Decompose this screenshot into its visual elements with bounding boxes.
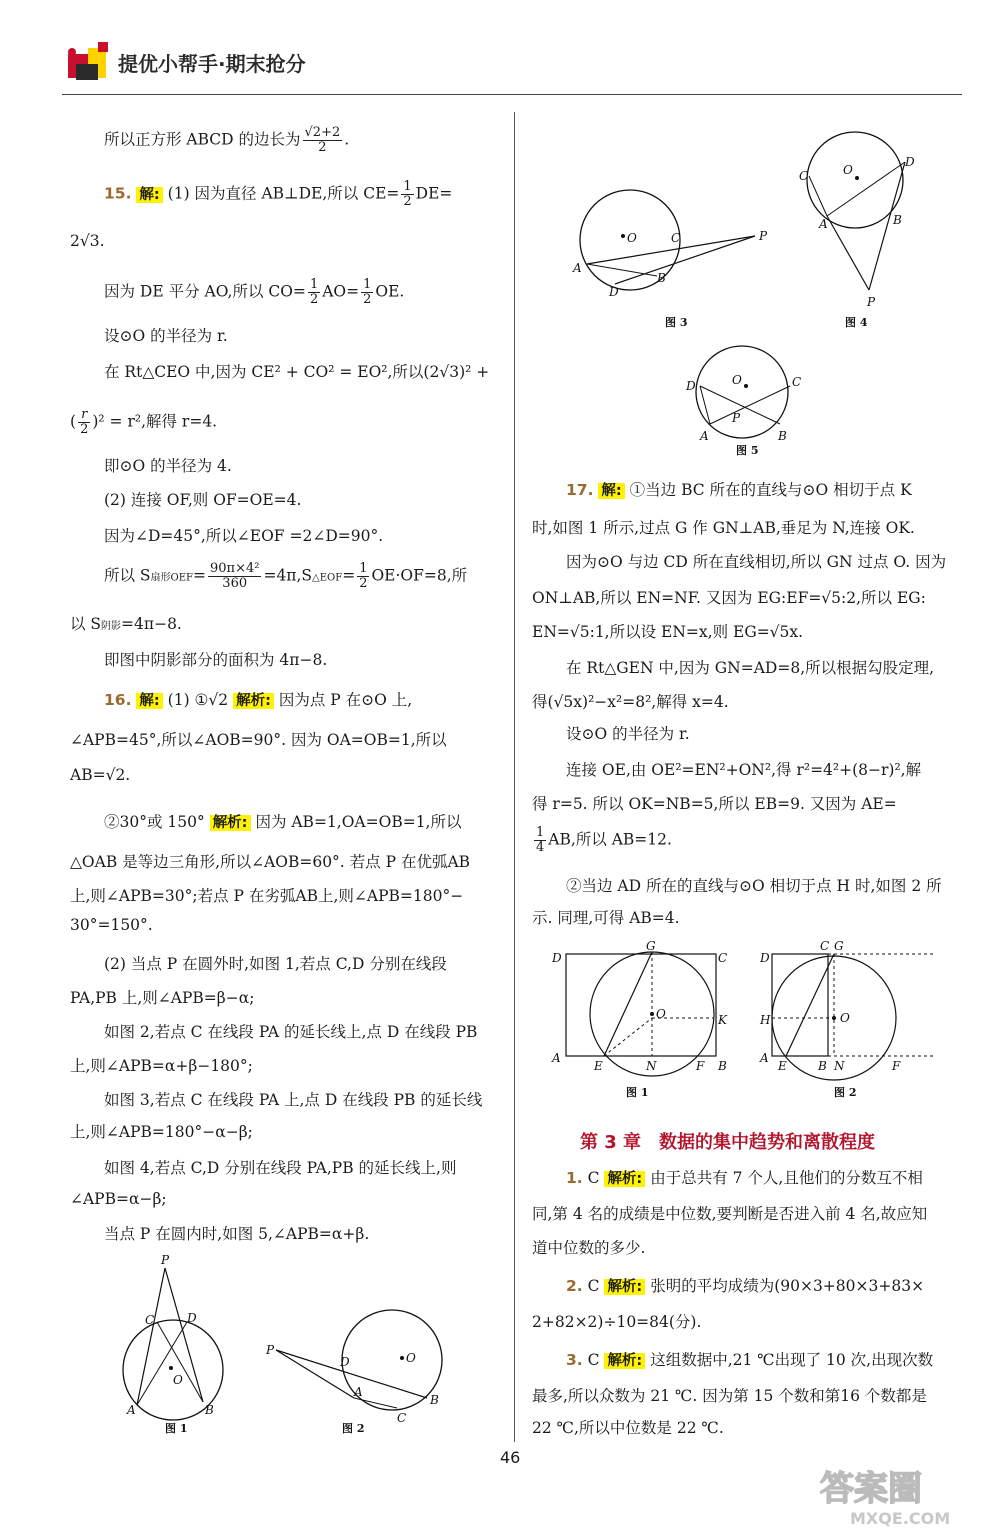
svg-text:C: C: [718, 951, 728, 965]
c3-line: 3. C 解析: 这组数据中,21 ℃出现了 10 次,出现次数: [566, 1351, 934, 1369]
text-line: 在 Rt△GEN 中,因为 GN=AD=8,所以根据勾股定理,: [566, 659, 935, 677]
text-line: 因为∠D=45°,所以∠EOF =2∠D=90°.: [104, 527, 384, 545]
svg-text:P: P: [266, 1343, 275, 1357]
svg-text:N: N: [646, 1059, 657, 1073]
text-line: 上,则∠APB=180°−α−β;: [70, 1123, 253, 1141]
svg-text:A: A: [552, 1051, 561, 1065]
analysis-tag: 解析:: [604, 1171, 645, 1187]
svg-text:H: H: [760, 1013, 771, 1027]
figure-5: [680, 340, 810, 460]
text-line: 以 S阴影=4π−8.: [70, 615, 182, 633]
text-line: 上,则∠APB=α+β−180°;: [70, 1057, 253, 1075]
svg-text:图 1: 图 1: [165, 1422, 188, 1435]
text-line: 最多,所以众数为 21 ℃. 因为第 15 个数和第16 个数都是: [532, 1387, 927, 1405]
text-line: △OAB 是等边三角形,所以∠AOB=60°. 若点 P 在优弧AB: [70, 853, 471, 871]
q15-line: 15. 解: (1) 因为直径 AB⊥DE,所以 CE= $\frac{1}{2}$ DE=: [104, 179, 453, 209]
text-line: ∠APB=α−β;: [70, 1190, 167, 1208]
svg-text:D: D: [340, 1355, 350, 1369]
analysis-tag: 解析:: [210, 815, 251, 831]
text-line: EN=√5:1,所以设 EN=x,则 EG=√5x.: [532, 623, 804, 641]
watermark-logo: [810, 1460, 990, 1530]
svg-text:A: A: [127, 1403, 136, 1417]
svg-text:答案圈: 答案圈: [820, 1469, 922, 1509]
text-line: 即图中阴影部分的面积为 4π−8.: [104, 651, 328, 669]
svg-text:C: C: [397, 1411, 407, 1425]
c2-line: 2. C 解析: 张明的平均成绩为(90×3+80×3+83×: [566, 1277, 925, 1295]
column-divider: [514, 112, 515, 1442]
svg-text:O: O: [840, 1011, 850, 1025]
figure-2: [262, 1300, 452, 1440]
text-line: 道中位数的多少.: [532, 1239, 646, 1257]
svg-text:O: O: [843, 163, 853, 177]
svg-text:B: B: [657, 271, 666, 285]
text-line: 上,则∠APB=30°;若点 P 在劣弧AB上,则∠APB=180°−: [70, 887, 464, 905]
text-line: 当点 P 在圆内时,如图 5,∠APB=α+β.: [104, 1225, 370, 1243]
page-header: [62, 38, 962, 98]
analysis-tag: 解析:: [604, 1353, 645, 1369]
header-title: 提优小帮手·期末抢分: [118, 52, 306, 76]
text-line: 示. 同理,可得 AB=4.: [532, 909, 680, 927]
svg-text:P: P: [161, 1253, 170, 1267]
text-line: 30°=150°.: [70, 916, 153, 934]
svg-text:O: O: [656, 1007, 666, 1021]
header-rule: [62, 94, 962, 95]
svg-text:图 3: 图 3: [665, 316, 688, 329]
logo-icon: [62, 38, 112, 86]
figure-17-1: [548, 938, 748, 1103]
svg-text:B: B: [205, 1403, 214, 1417]
text-line: 如图 4,若点 C,D 分别在线段 PA,PB 的延长线上,则: [104, 1159, 457, 1177]
svg-text:O: O: [406, 1351, 416, 1365]
text-line: (2) 当点 P 在圆外时,如图 1,若点 C,D 分别在线段: [104, 955, 447, 973]
text-line: 同,第 4 名的成绩是中位数,要判断是否进入前 4 名,故应知: [532, 1205, 928, 1223]
text-line: 如图 3,若点 C 在线段 PA 上,点 D 在线段 PB 的延长线: [104, 1091, 483, 1109]
svg-text:G: G: [646, 939, 656, 953]
svg-text:图 2: 图 2: [834, 1086, 857, 1099]
c1-line: 1. C 解析: 由于总共有 7 个人,且他们的分数互不相: [566, 1169, 923, 1187]
text-line: 如图 2,若点 C 在线段 PA 的延长线上,点 D 在线段 PB: [104, 1023, 478, 1041]
svg-text:MXQE.COM: MXQE.COM: [850, 1509, 951, 1528]
svg-text:D: D: [552, 951, 562, 965]
figure-17-2: [756, 938, 940, 1103]
text-line: 在 Rt△CEO 中,因为 CE² + CO² = EO²,所以(2√3)² +: [104, 363, 490, 381]
svg-text:A: A: [760, 1051, 769, 1065]
svg-text:图 2: 图 2: [342, 1422, 365, 1435]
text-line: AB=√2.: [70, 766, 131, 784]
text-line: 连接 OE,由 OE²=EN²+ON²,得 r²=4²+(8−r)²,解: [566, 761, 922, 779]
text-line: 设⊙O 的半径为 r.: [566, 725, 690, 743]
svg-text:B: B: [893, 213, 902, 227]
svg-text:图 4: 图 4: [845, 316, 868, 329]
text-line: 2√3.: [70, 232, 105, 250]
svg-text:C: C: [799, 169, 809, 183]
svg-text:D: D: [609, 285, 619, 299]
text-line: (2) 连接 OF,则 OF=OE=4.: [104, 491, 302, 509]
text-line: 设⊙O 的半径为 r.: [104, 327, 228, 345]
svg-text:D: D: [187, 1311, 197, 1325]
svg-text:D: D: [686, 379, 696, 393]
text-line: ②30°或 150° 解析: 因为 AB=1,OA=OB=1,所以: [104, 813, 462, 831]
text-line: 得 r=5. 所以 OK=NB=5,所以 EB=9. 又因为 AE=: [532, 795, 897, 813]
text-line: 所以 S扇形OEF= $\frac{\text{90π×4²}}{360}$ =4π,S△EOF= $\frac{1}{2}$ OE·OF=8,所: [104, 561, 468, 591]
text-line: PA,PB 上,则∠APB=β−α;: [70, 989, 255, 1007]
analysis-tag: 解析:: [604, 1279, 645, 1295]
svg-text:P: P: [732, 411, 741, 425]
q17-line: 17. 解: ①当边 BC 所在的直线与⊙O 相切于点 K: [566, 481, 912, 499]
svg-text:N: N: [834, 1059, 845, 1073]
text-line: 22 ℃,所以中位数是 22 ℃.: [532, 1419, 724, 1437]
text-line: 因为 DE 平分 AO,所以 CO= $\frac{1}{2}$ AO= $\frac{1}{2}$ OE.: [104, 277, 405, 307]
analysis-tag: 解析:: [233, 693, 274, 709]
svg-text:O: O: [732, 373, 742, 387]
svg-text:B: B: [818, 1059, 827, 1073]
svg-text:图 1: 图 1: [626, 1086, 649, 1099]
chapter-title: 第 3 章 数据的集中趋势和离散程度: [580, 1132, 876, 1153]
text-line: 得(√5x)²−x²=8²,解得 x=4.: [532, 693, 729, 711]
fraction: $\frac{1}{2}$: [403, 179, 412, 209]
text-line: 2+82×2)÷10=84(分).: [532, 1313, 702, 1331]
svg-text:C: C: [792, 375, 802, 389]
svg-text:O: O: [627, 231, 637, 245]
svg-text:D: D: [760, 951, 770, 965]
question-number: 17.: [566, 481, 594, 499]
svg-text:F: F: [696, 1059, 705, 1073]
answer-tag: 解:: [136, 693, 162, 709]
figure-3: [565, 180, 775, 330]
figure-1: [115, 1250, 235, 1440]
svg-text:图 5: 图 5: [736, 444, 759, 457]
svg-text:A: A: [573, 261, 582, 275]
text-line: ( $\frac{r}{2}$ )² = r²,解得 r=4.: [70, 407, 218, 437]
svg-text:A: A: [354, 1385, 363, 1399]
text-line: $\frac{1}{4}$ AB,所以 AB=12.: [536, 825, 672, 855]
text-line: 时,如图 1 所示,过点 G 作 GN⊥AB,垂足为 N,连接 OK.: [532, 519, 915, 537]
svg-text:A: A: [700, 429, 709, 443]
text-line: 所以正方形 ABCD 的边长为 $\frac{√2+2}{2}$ .: [104, 125, 350, 155]
svg-text:B: B: [430, 1393, 439, 1407]
figure-4: [795, 120, 935, 330]
text-line: ON⊥AB,所以 EN=NF. 又因为 EG:EF=√5:2,所以 EG:: [532, 589, 926, 607]
svg-text:F: F: [892, 1059, 901, 1073]
svg-text:D: D: [905, 155, 915, 169]
fraction: $\frac{√2+2}{2}$: [304, 125, 341, 155]
question-number: 16.: [104, 691, 132, 709]
text-line: ∠APB=45°,所以∠AOB=90°. 因为 OA=OB=1,所以: [70, 731, 447, 749]
svg-text:G: G: [834, 939, 844, 953]
svg-text:P: P: [867, 295, 876, 309]
q16-line: 16. 解: (1) ①√2 解析: 因为点 P 在⊙O 上,: [104, 691, 413, 709]
svg-text:O: O: [173, 1373, 183, 1387]
svg-text:C: C: [820, 939, 830, 953]
svg-text:E: E: [778, 1059, 787, 1073]
answer-tag: 解:: [136, 187, 162, 203]
svg-text:P: P: [759, 229, 768, 243]
text-line: ②当边 AD 所在的直线与⊙O 相切于点 H 时,如图 2 所: [566, 877, 942, 895]
svg-text:C: C: [671, 231, 681, 245]
text-line: 即⊙O 的半径为 4.: [104, 457, 232, 475]
answer-tag: 解:: [598, 483, 624, 499]
svg-text:B: B: [778, 429, 787, 443]
svg-text:A: A: [819, 217, 828, 231]
svg-text:C: C: [145, 1313, 155, 1327]
question-number: 15.: [104, 184, 132, 203]
svg-text:E: E: [594, 1059, 603, 1073]
page-number: 46: [500, 1448, 521, 1467]
svg-text:B: B: [718, 1059, 727, 1073]
svg-text:K: K: [718, 1013, 727, 1027]
text-line: 因为⊙O 与边 CD 所在直线相切,所以 GN 过点 O. 因为: [566, 553, 947, 571]
